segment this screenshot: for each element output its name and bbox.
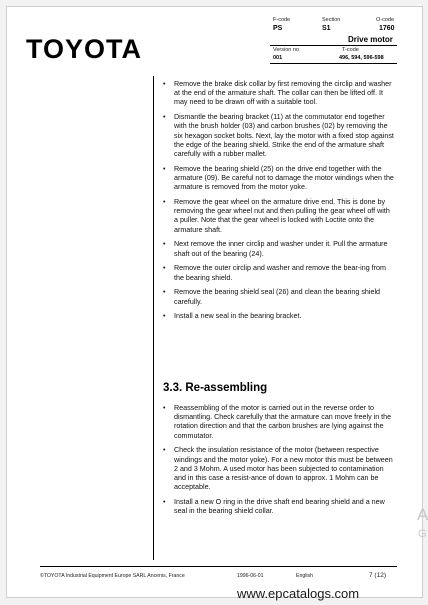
- disassembly-list: [163, 80, 395, 327]
- bullet: •: [163, 312, 166, 321]
- list-item-text: Remove the bearing shield (25) on the drive end together with the armature (09). Be careful not to damage the motor windings when the armature is removed from the motor yoke.: [174, 164, 394, 192]
- list-item: [163, 312, 395, 321]
- header-rule-2: [270, 63, 397, 64]
- fcode-value: PS: [273, 25, 283, 32]
- list-item: [163, 198, 395, 235]
- section-value: S1: [322, 25, 331, 32]
- list-item: [163, 446, 395, 492]
- list-item: [163, 80, 395, 108]
- list-item-text: Check the insulation resistance of the motor (between respective windings and the motor yoke). For a new motor this must be between 2 and 3 Mohm. A used motor has been subjected to contamination and in this case a resist-ance of down to approx. 1 Mohm can be acceptable.: [174, 446, 393, 492]
- bullet: •: [163, 404, 166, 412]
- footer-copyright: ©TOYOTA Industrial Equipment Europe SARL Ancenis, France: [40, 573, 185, 579]
- margin-rule: [153, 76, 154, 560]
- bullet: •: [163, 113, 166, 122]
- tcode-value: 496, 594, 596-598: [339, 55, 384, 61]
- bullet: •: [163, 264, 166, 273]
- list-item: [163, 498, 395, 516]
- bullet: •: [163, 198, 166, 207]
- list-item-text: Install a new seal in the bearing bracket.: [174, 312, 302, 321]
- section-heading: 3.3. Re-assembling: [163, 382, 268, 394]
- list-item: [163, 240, 395, 258]
- bullet: •: [163, 80, 166, 88]
- bullet: •: [163, 446, 166, 455]
- list-item-text: Install a new O ring in the drive shaft end bearing shield and a new seal in the bearing shield collar.: [174, 498, 385, 516]
- list-item: [163, 165, 395, 193]
- ocode-value: 1760: [379, 25, 395, 32]
- bullet: •: [163, 498, 166, 507]
- bullet: •: [163, 288, 166, 297]
- tcode-label: T-code: [342, 47, 359, 53]
- list-item-text: Remove the brake disk collar by first removing the circlip and washer at the end of the armature shaft. The collar can then be lifted off. It may need to be drawn off with a suitable tool.: [174, 80, 392, 107]
- list-item-text: Remove the gear wheel on the armature drive end. This is done by removing the gear wheel nut and then pulling the gear wheel off with a puller. Note that the gear wheel is locked with Loctite onto the armature shaft.: [174, 198, 390, 234]
- list-item: [163, 113, 395, 159]
- list-item: [163, 404, 395, 441]
- toyota-logo: TOYOTA: [26, 34, 143, 64]
- version-label: Version no: [273, 47, 299, 53]
- fcode-label: F-code: [273, 17, 291, 23]
- watermark-text: www.epcatalogs.com: [237, 586, 360, 601]
- list-item-text: Remove the outer circlip and washer and remove the bear-ing from the bearing shield.: [174, 264, 386, 282]
- list-item: [163, 288, 395, 306]
- footer-date: 1996-06-01: [237, 573, 264, 579]
- bullet: •: [163, 240, 166, 249]
- footer-page-number: 7 (12): [369, 572, 386, 579]
- bullet: •: [163, 164, 166, 173]
- footer-rule: [40, 566, 397, 567]
- edge-fragment: A: [417, 505, 428, 524]
- list-item-text: Reassembling of the motor is carried out in the reverse order to dismantling. Check carefully that the armature can move freely in the rotation direction and that the carbon brushes are lying against the commutator.: [174, 404, 392, 440]
- edge-fragment: G: [418, 528, 427, 540]
- footer-language: English: [296, 573, 314, 579]
- section-label: Section: [322, 17, 341, 23]
- header-rule-1: [270, 45, 397, 46]
- reassembly-list: [163, 404, 395, 522]
- list-item-text: Dismantle the bearing bracket (11) at the commutator end together with the brush holder (03) and carbon brushes (02) by removing the six hexagon socket bolts. Next, lay the motor with a fixed stop against the edge of the bearing shield. Strike the end of the armature shaft carefully with a rubber mallet.: [174, 113, 394, 159]
- ocode-label: O-code: [376, 17, 395, 23]
- list-item-text: Remove the bearing shield seal (26) and clean the bearing shield carefully.: [174, 288, 381, 306]
- list-item-text: Next remove the inner circlip and washer under it. Pull the armature shaft out of the bearing (24).: [174, 240, 388, 258]
- version-value: 001: [273, 55, 283, 61]
- document-title: Drive motor: [348, 35, 393, 44]
- list-item: [163, 264, 395, 282]
